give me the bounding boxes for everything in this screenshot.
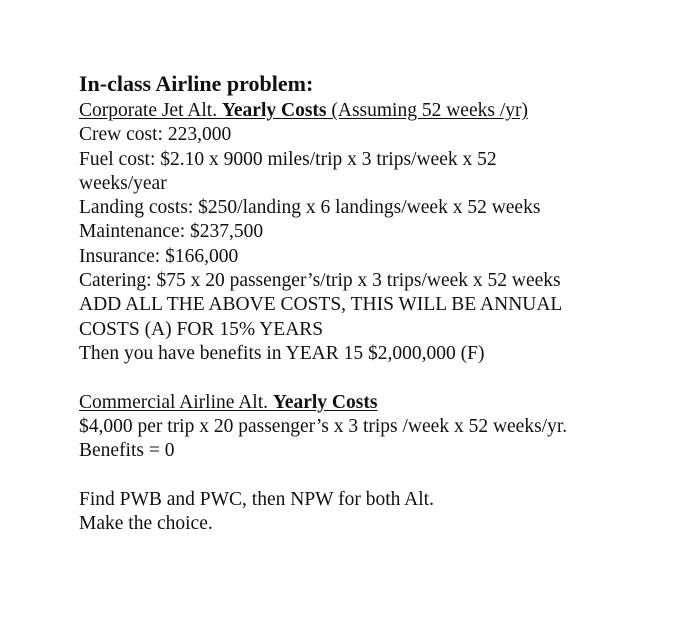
page-title: In-class Airline problem: bbox=[79, 71, 314, 96]
section-spacer bbox=[79, 463, 679, 487]
commercial-heading bbox=[79, 391, 679, 415]
corporate-heading-bold: Yearly Costs bbox=[221, 100, 327, 121]
corporate-heading bbox=[79, 99, 679, 123]
corporate-line-crew: Crew cost: 223,000 bbox=[79, 124, 232, 146]
corporate-heading-suffix: (Assuming 52 weeks /yr) bbox=[326, 100, 528, 121]
corporate-line-maintenance: Maintenance: $237,500 bbox=[79, 221, 264, 243]
instruction-line-choice: Make the choice. bbox=[79, 513, 213, 535]
commercial-heading-bold: Yearly Costs bbox=[272, 391, 378, 413]
problem-document bbox=[79, 70, 679, 536]
instruction-line-find: Find PWB and PWC, then NPW for both Alt. bbox=[79, 488, 434, 510]
corporate-line-catering: Catering: $75 x 20 passenger’s/trip x 3 trips/week x 52 weeks bbox=[79, 270, 561, 292]
corporate-line-landing: Landing costs: $250/landing x 6 landings/week x 52 weeks bbox=[79, 197, 541, 219]
corporate-line-benefits: Then you have benefits in YEAR 15 $2,000,000 (F) bbox=[79, 342, 485, 364]
corporate-line-insurance: Insurance: $166,000 bbox=[79, 245, 239, 267]
corporate-heading-prefix: Corporate Jet Alt. bbox=[79, 100, 222, 121]
commercial-line-benefits: Benefits = 0 bbox=[79, 440, 175, 462]
commercial-heading-prefix: Commercial Airline Alt. bbox=[79, 391, 273, 413]
corporate-line-add-costs: ADD ALL THE ABOVE COSTS, THIS WILL BE ANNUAL bbox=[79, 294, 563, 316]
corporate-line-fuel: Fuel cost: $2.10 x 9000 miles/trip x 3 trips/week x 52 bbox=[79, 148, 497, 170]
commercial-line-cost: $4,000 per trip x 20 passenger’s x 3 trips /week x 52 weeks/yr. bbox=[79, 415, 568, 437]
corporate-line-fuel-cont: weeks/year bbox=[79, 172, 167, 194]
corporate-line-annual-costs: COSTS (A) FOR 15% YEARS bbox=[79, 318, 324, 340]
section-spacer bbox=[79, 366, 679, 390]
